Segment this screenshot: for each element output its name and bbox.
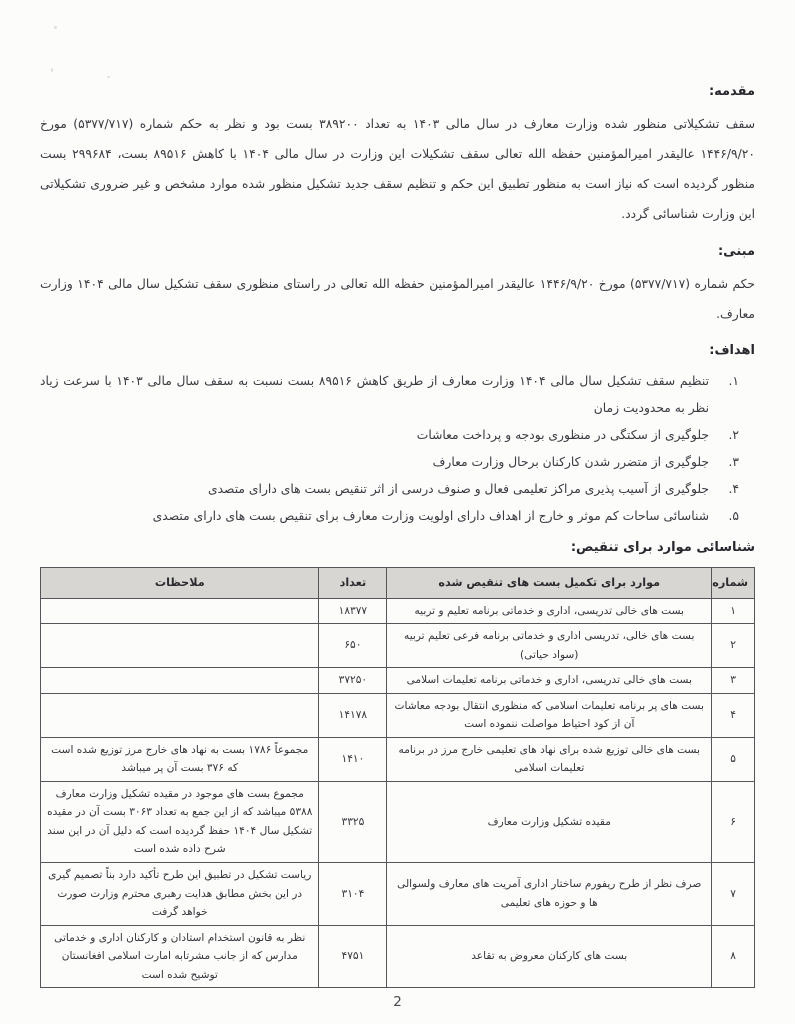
cell-case: صرف نظر از طرح ریفورم ساختار اداری آمریت های معارف ولسوالی ها و حوزه های تعلیمی	[387, 863, 712, 926]
objective-number: ۳.	[728, 454, 739, 469]
objective-item	[40, 503, 739, 530]
cell-case: بست های کارکنان معروض به تقاعد	[387, 925, 712, 988]
section-intro	[40, 84, 755, 230]
intro-heading: مقدمه:	[708, 84, 755, 99]
document-content	[40, 84, 755, 1010]
objective-item	[40, 476, 739, 503]
cell-count: ۱۴۱۷۸	[319, 693, 387, 737]
cell-remarks: مجموعاً ۱۷۸۶ بست به نهاد های خارج مرز توزیع شده است که ۳۷۶ بست آن پر میباشد	[41, 737, 319, 781]
column-header-number: شماره	[712, 568, 755, 599]
cell-case: بست های خالی توزیع شده برای نهاد های تعلیمی خارج مرز در برنامه تعلیمات اسلامی	[387, 737, 712, 781]
reduction-table-heading: شناسائی موارد برای تنقیص:	[570, 540, 755, 556]
objective-number: ۱.	[728, 373, 739, 388]
cell-number: ۶	[712, 781, 755, 862]
scan-speck	[51, 68, 53, 72]
cell-number: ۳	[712, 668, 755, 694]
cell-remarks: ریاست تشکیل در تطبیق این طرح تأکید دارد بناً تصمیم گیری در این بخش مطابق هدایت رهبری محترم وزارت صورت خواهد گرفت	[41, 863, 319, 926]
table-row	[41, 693, 755, 737]
objective-text: جلوگیری از سکتگی در منظوری بودجه و پرداخت معاشات	[416, 427, 709, 442]
intro-paragraph: سقف تشکیلاتی منظور شده وزارت معارف در سال مالی ۱۴۰۳ به تعداد ۳۸۹۲۰۰ بست بود و نظر به حکم شماره (۵۳۷۷/۷۱۷) مورخ ۱۴۴۶/۹/۲۰ عالیقدر امیرالمؤمنین حفظه الله تعالی سقف تشکیلات این وزارت در سال مالی ۱۴۰۴ با کاهش ۸۹۵۱۶ بست، ۲۹۹۶۸۴ بست منظور گردیده است که نیاز است به منظور تطبیق این حکم و تنظیم سقف جدید تشکیل منظور شده موارد مشخص و غیر ضروری تشکیلاتی این وزارت شناسائی گردد.	[40, 117, 755, 222]
cell-number: ۸	[712, 925, 755, 988]
cell-count: ۳۷۲۵۰	[319, 668, 387, 694]
cell-count: ۱۴۱۰	[319, 737, 387, 781]
cell-remarks	[41, 693, 319, 737]
objective-item	[40, 368, 739, 422]
cell-case: بست های خالی، تدریسی اداری و خدماتی برنامه فرعی تعلیم تربیه (سواد حیاتی)	[387, 624, 712, 668]
cell-remarks	[41, 598, 319, 624]
table-row	[41, 863, 755, 926]
column-header-count: تعداد	[319, 568, 387, 599]
cell-remarks: نظر به قانون استخدام استادان و کارکنان اداری و خدماتی مدارس که از جانب مشرتابه امارت اسلامی افغانستان توشیح شده است	[41, 925, 319, 988]
page-number: 2	[393, 994, 402, 1011]
cell-case: بست های پر برنامه تعلیمات اسلامی که منظوری انتقال بودجه معاشات آن از کود احتیاط مواصلت ننموده است	[387, 693, 712, 737]
table-header-row	[41, 568, 755, 599]
reduction-table	[40, 567, 755, 988]
cell-count: ۳۳۲۵	[319, 781, 387, 862]
cell-count: ۴۷۵۱	[319, 925, 387, 988]
objective-number: ۴.	[728, 481, 739, 496]
table-row	[41, 598, 755, 624]
cell-number: ۴	[712, 693, 755, 737]
cell-count: ۳۱۰۴	[319, 863, 387, 926]
section-basis	[40, 244, 755, 329]
column-header-case: موارد برای تکمیل بست های تنقیص شده	[387, 568, 712, 599]
table-row	[41, 668, 755, 694]
cell-count: ۱۸۳۷۷	[319, 598, 387, 624]
scan-speck	[54, 26, 57, 29]
table-row	[41, 624, 755, 668]
cell-number: ۲	[712, 624, 755, 668]
objective-item	[40, 422, 739, 449]
column-header-remarks: ملاحظات	[41, 568, 319, 599]
cell-case: بست های خالی تدریسی، اداری و خدماتی برنامه تعلیم و تربیه	[387, 598, 712, 624]
objectives-list	[40, 368, 739, 530]
cell-number: ۵	[712, 737, 755, 781]
objective-item	[40, 449, 739, 476]
cell-case: بست های خالی تدریسی، اداری و خدماتی برنامه تعلیمات اسلامی	[387, 668, 712, 694]
basis-paragraph: حکم شماره (۵۳۷۷/۷۱۷) مورخ ۱۴۴۶/۹/۲۰ عالیقدر امیرالمؤمنین حفظه الله تعالی در راستای منظوری سقف تشکیل سال مالی ۱۴۰۴ وزارت معارف.	[40, 276, 756, 321]
cell-remarks	[41, 624, 319, 668]
objectives-heading: اهداف:	[709, 342, 755, 358]
cell-case: مقیده تشکیل وزارت معارف	[387, 781, 712, 862]
cell-remarks: مجموع بست های موجود در مقیده تشکیل وزارت معارف ۵۳۸۸ میباشد که از این جمع به تعداد ۳۰۶۳ بست آن در مقیده تشکیل سال ۱۴۰۴ حفظ گردیده است که دلیل آن در این سند شرح داده شده است	[41, 781, 319, 862]
table-row	[41, 781, 755, 862]
scan-speck	[107, 76, 110, 78]
basis-heading: مبنی:	[717, 243, 755, 259]
objective-text: جلوگیری از متضرر شدن کارکنان برحال وزارت معارف	[432, 454, 709, 469]
objective-text: شناسائی ساحات کم موثر و خارج از اهداف دارای اولویت وزارت معارف برای تنقیص بست های دارای متصدی	[152, 508, 709, 523]
table-row	[41, 737, 755, 781]
objective-number: ۲.	[728, 427, 739, 442]
objective-number: ۵.	[728, 508, 739, 523]
cell-remarks	[41, 668, 319, 694]
cell-number: ۱	[712, 598, 755, 624]
objective-text: تنظیم سقف تشکیل سال مالی ۱۴۰۴ وزارت معارف از طریق کاهش ۸۹۵۱۶ بست نسبت به سقف سال مالی ۱۴۰۳ با سرعت زیاد نظر به محدودیت زمان	[40, 373, 710, 415]
table-row	[41, 925, 755, 988]
cell-count: ۶۵۰	[319, 624, 387, 668]
objective-text: جلوگیری از آسیب پذیری مراکز تعلیمی فعال و صنوف درسی از اثر تنقیص بست های دارای متصدی	[207, 481, 709, 496]
section-objectives	[40, 343, 755, 530]
cell-number: ۷	[712, 863, 755, 926]
